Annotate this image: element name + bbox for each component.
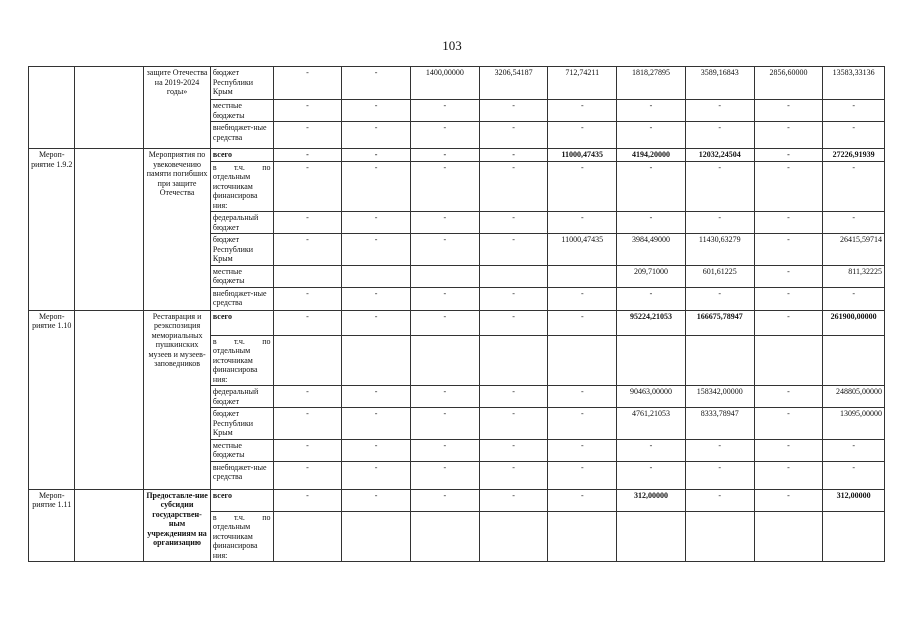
value-cell bbox=[548, 511, 617, 562]
total-cell: - bbox=[823, 439, 885, 461]
executor-cell bbox=[75, 489, 144, 562]
value-cell bbox=[273, 265, 342, 287]
value-cell: 11430,63279 bbox=[685, 234, 754, 266]
value-cell: 4194,20000 bbox=[617, 149, 686, 162]
table-row bbox=[29, 489, 885, 511]
value-cell: - bbox=[754, 461, 823, 489]
value-cell: 3206,54187 bbox=[479, 67, 548, 100]
value-cell: - bbox=[754, 265, 823, 287]
table-row bbox=[29, 67, 885, 100]
value-cell: - bbox=[754, 386, 823, 408]
event-name-cell: Мероприятия по увековечению памяти погибших при защите Отечества bbox=[144, 149, 211, 311]
value-cell: - bbox=[754, 100, 823, 122]
value-cell: 166675,78947 bbox=[685, 310, 754, 335]
value-cell: - bbox=[479, 149, 548, 162]
value-cell: - bbox=[273, 100, 342, 122]
value-cell: - bbox=[754, 161, 823, 212]
page-number: 103 bbox=[442, 38, 462, 53]
value-cell bbox=[410, 265, 479, 287]
value-cell: - bbox=[273, 122, 342, 149]
value-cell: - bbox=[342, 489, 411, 511]
total-cell bbox=[823, 511, 885, 562]
value-cell: - bbox=[617, 161, 686, 212]
value-cell: - bbox=[754, 149, 823, 162]
value-cell: 95224,21053 bbox=[617, 310, 686, 335]
value-cell: - bbox=[273, 287, 342, 310]
value-cell: - bbox=[342, 386, 411, 408]
value-cell bbox=[273, 511, 342, 562]
value-cell: - bbox=[548, 386, 617, 408]
value-cell bbox=[617, 335, 686, 386]
value-cell: - bbox=[685, 212, 754, 234]
value-cell: - bbox=[548, 287, 617, 310]
value-cell: - bbox=[548, 408, 617, 440]
value-cell: - bbox=[479, 489, 548, 511]
value-cell: - bbox=[273, 161, 342, 212]
value-cell: - bbox=[342, 212, 411, 234]
value-cell: - bbox=[617, 100, 686, 122]
value-cell: 12032,24504 bbox=[685, 149, 754, 162]
funding-source-cell: бюджет Республики Крым bbox=[210, 67, 273, 100]
value-cell: - bbox=[479, 386, 548, 408]
value-cell bbox=[685, 511, 754, 562]
value-cell: - bbox=[342, 408, 411, 440]
total-cell: 248805,00000 bbox=[823, 386, 885, 408]
value-cell: 11000,47435 bbox=[548, 149, 617, 162]
event-id-cell: Мероп-риятие 1.9.2 bbox=[29, 149, 75, 311]
table-row bbox=[29, 149, 885, 162]
total-cell: 27226,91939 bbox=[823, 149, 885, 162]
funding-source-cell: в т.ч. по отдельным источникам финансирова ния: bbox=[210, 511, 273, 562]
value-cell: - bbox=[410, 386, 479, 408]
value-cell: - bbox=[410, 461, 479, 489]
value-cell: 158342,00000 bbox=[685, 386, 754, 408]
value-cell: - bbox=[617, 439, 686, 461]
value-cell: - bbox=[685, 122, 754, 149]
total-cell: 13583,33136 bbox=[823, 67, 885, 100]
value-cell: - bbox=[479, 439, 548, 461]
value-cell: 8333,78947 bbox=[685, 408, 754, 440]
value-cell: - bbox=[754, 287, 823, 310]
funding-source-cell: всего bbox=[210, 310, 273, 335]
value-cell bbox=[342, 335, 411, 386]
total-cell bbox=[823, 335, 885, 386]
total-cell: - bbox=[823, 100, 885, 122]
value-cell: - bbox=[273, 67, 342, 100]
value-cell: - bbox=[548, 100, 617, 122]
event-name-cell: Предоставле-ние субсидии государствен-ным учреждениям на организацию bbox=[144, 489, 211, 562]
value-cell: - bbox=[410, 161, 479, 212]
value-cell: - bbox=[685, 461, 754, 489]
value-cell: - bbox=[273, 489, 342, 511]
value-cell: - bbox=[548, 489, 617, 511]
value-cell: - bbox=[410, 212, 479, 234]
value-cell: 2856,60000 bbox=[754, 67, 823, 100]
value-cell: - bbox=[342, 149, 411, 162]
value-cell: - bbox=[479, 310, 548, 335]
value-cell: - bbox=[479, 234, 548, 266]
executor-cell bbox=[75, 67, 144, 149]
funding-source-cell: всего bbox=[210, 489, 273, 511]
value-cell: - bbox=[273, 234, 342, 266]
value-cell: 312,00000 bbox=[617, 489, 686, 511]
value-cell: - bbox=[273, 310, 342, 335]
value-cell: - bbox=[548, 122, 617, 149]
value-cell bbox=[754, 511, 823, 562]
value-cell: - bbox=[754, 212, 823, 234]
funding-source-cell: федеральный бюджет bbox=[210, 386, 273, 408]
value-cell: - bbox=[342, 234, 411, 266]
value-cell: - bbox=[548, 310, 617, 335]
value-cell bbox=[479, 265, 548, 287]
value-cell bbox=[617, 511, 686, 562]
value-cell: - bbox=[342, 100, 411, 122]
executor-cell bbox=[75, 310, 144, 489]
total-cell: - bbox=[823, 122, 885, 149]
funding-source-cell: местные бюджеты bbox=[210, 100, 273, 122]
value-cell: - bbox=[754, 439, 823, 461]
value-cell: - bbox=[273, 212, 342, 234]
total-cell: 811,32225 bbox=[823, 265, 885, 287]
value-cell: - bbox=[617, 287, 686, 310]
value-cell bbox=[685, 335, 754, 386]
value-cell: - bbox=[410, 408, 479, 440]
value-cell: - bbox=[479, 212, 548, 234]
value-cell: - bbox=[273, 386, 342, 408]
value-cell: 1818,27895 bbox=[617, 67, 686, 100]
value-cell: - bbox=[410, 287, 479, 310]
value-cell: 3589,16843 bbox=[685, 67, 754, 100]
value-cell: 209,71000 bbox=[617, 265, 686, 287]
value-cell: - bbox=[479, 408, 548, 440]
value-cell: - bbox=[548, 461, 617, 489]
funding-source-cell: бюджет Республики Крым bbox=[210, 234, 273, 266]
value-cell: 3984,49000 bbox=[617, 234, 686, 266]
value-cell: - bbox=[342, 122, 411, 149]
value-cell bbox=[342, 511, 411, 562]
value-cell: 712,74211 bbox=[548, 67, 617, 100]
value-cell: - bbox=[754, 489, 823, 511]
value-cell: 601,61225 bbox=[685, 265, 754, 287]
funding-source-cell: федеральный бюджет bbox=[210, 212, 273, 234]
funding-source-cell: внебюджет-ные средства bbox=[210, 122, 273, 149]
value-cell: - bbox=[479, 287, 548, 310]
funding-source-cell: местные бюджеты bbox=[210, 265, 273, 287]
table-row bbox=[29, 310, 885, 335]
executor-cell bbox=[75, 149, 144, 311]
total-cell: 261900,00000 bbox=[823, 310, 885, 335]
value-cell: - bbox=[410, 100, 479, 122]
value-cell: - bbox=[617, 122, 686, 149]
value-cell: - bbox=[548, 439, 617, 461]
value-cell: - bbox=[479, 161, 548, 212]
funding-source-cell: всего bbox=[210, 149, 273, 162]
funding-source-cell: бюджет Республики Крым bbox=[210, 408, 273, 440]
value-cell: - bbox=[342, 287, 411, 310]
value-cell: - bbox=[685, 439, 754, 461]
event-id-cell: Мероп-риятие 1.10 bbox=[29, 310, 75, 489]
total-cell: - bbox=[823, 461, 885, 489]
funding-source-cell: внебюджет-ные средства bbox=[210, 461, 273, 489]
value-cell: - bbox=[410, 122, 479, 149]
value-cell: - bbox=[342, 439, 411, 461]
value-cell: - bbox=[273, 461, 342, 489]
value-cell bbox=[479, 335, 548, 386]
value-cell: - bbox=[685, 100, 754, 122]
total-cell: 13095,00000 bbox=[823, 408, 885, 440]
value-cell: - bbox=[685, 287, 754, 310]
value-cell: - bbox=[273, 149, 342, 162]
value-cell: - bbox=[410, 234, 479, 266]
funding-source-cell: местные бюджеты bbox=[210, 439, 273, 461]
value-cell: - bbox=[548, 212, 617, 234]
total-cell: - bbox=[823, 161, 885, 212]
value-cell: - bbox=[273, 408, 342, 440]
event-id-cell bbox=[29, 67, 75, 149]
value-cell: - bbox=[342, 161, 411, 212]
total-cell: - bbox=[823, 287, 885, 310]
value-cell: - bbox=[754, 310, 823, 335]
value-cell bbox=[410, 335, 479, 386]
value-cell bbox=[410, 511, 479, 562]
value-cell: - bbox=[273, 439, 342, 461]
total-cell: 312,00000 bbox=[823, 489, 885, 511]
value-cell: 1400,00000 bbox=[410, 67, 479, 100]
value-cell: - bbox=[410, 149, 479, 162]
event-id-cell: Мероп-риятие 1.11 bbox=[29, 489, 75, 562]
value-cell: - bbox=[410, 489, 479, 511]
value-cell: - bbox=[342, 461, 411, 489]
value-cell: - bbox=[685, 161, 754, 212]
value-cell bbox=[548, 335, 617, 386]
event-name-cell: защите Отечества на 2019-2024 годы» bbox=[144, 67, 211, 149]
value-cell bbox=[342, 265, 411, 287]
value-cell: - bbox=[617, 461, 686, 489]
total-cell: 26415,59714 bbox=[823, 234, 885, 266]
value-cell: - bbox=[479, 122, 548, 149]
value-cell bbox=[754, 335, 823, 386]
value-cell bbox=[548, 265, 617, 287]
value-cell: - bbox=[754, 234, 823, 266]
value-cell: - bbox=[479, 100, 548, 122]
value-cell: - bbox=[410, 439, 479, 461]
value-cell: - bbox=[617, 212, 686, 234]
total-cell: - bbox=[823, 212, 885, 234]
budget-table bbox=[28, 66, 885, 562]
value-cell: 11000,47435 bbox=[548, 234, 617, 266]
value-cell: - bbox=[754, 122, 823, 149]
value-cell: - bbox=[342, 310, 411, 335]
funding-source-cell: в т.ч. по отдельным источникам финансирова ния: bbox=[210, 335, 273, 386]
value-cell: - bbox=[479, 461, 548, 489]
value-cell: 4761,21053 bbox=[617, 408, 686, 440]
value-cell: - bbox=[685, 489, 754, 511]
value-cell: - bbox=[410, 310, 479, 335]
value-cell bbox=[273, 335, 342, 386]
value-cell bbox=[479, 511, 548, 562]
value-cell: - bbox=[754, 408, 823, 440]
value-cell: - bbox=[548, 161, 617, 212]
event-name-cell: Реставрация и реэкспозиция мемориальных пушкинских музеев и музеев-заповедников bbox=[144, 310, 211, 489]
value-cell: 90463,00000 bbox=[617, 386, 686, 408]
funding-source-cell: внебюджет-ные средства bbox=[210, 287, 273, 310]
value-cell: - bbox=[342, 67, 411, 100]
funding-source-cell: в т.ч. по отдельным источникам финансирова ния: bbox=[210, 161, 273, 212]
